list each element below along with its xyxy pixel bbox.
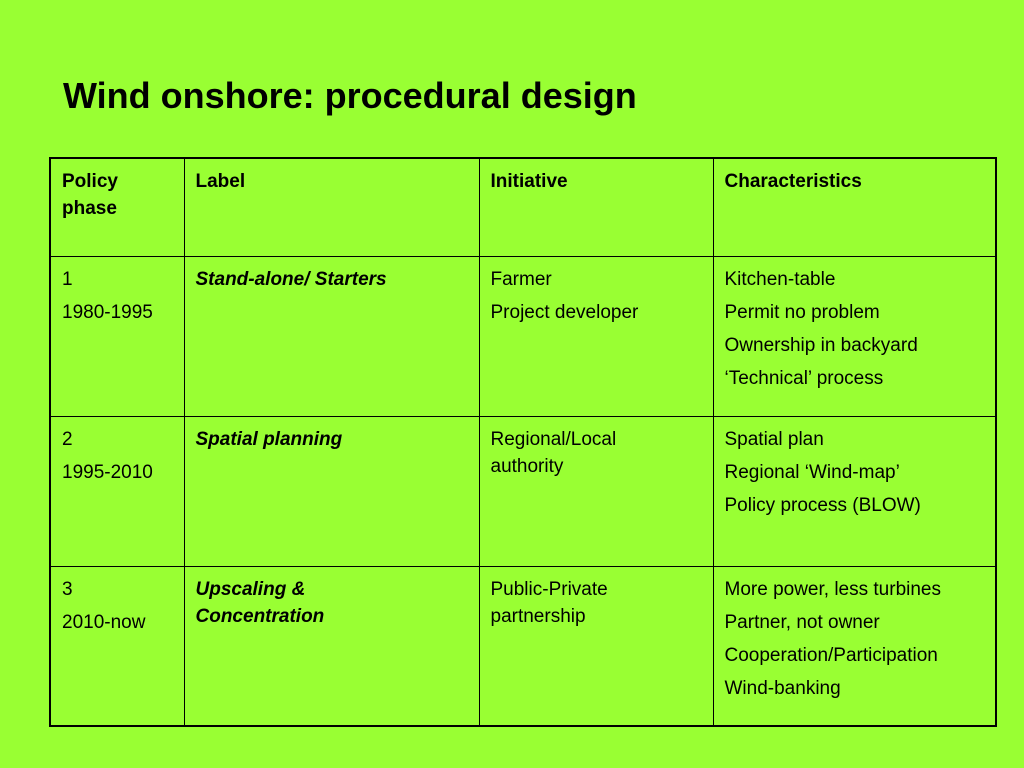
characteristic-item: ‘Technical’ process: [724, 368, 884, 389]
phase-cell: [50, 417, 184, 567]
characteristic-item: Policy process (BLOW): [724, 495, 921, 516]
characteristics-cell: [713, 567, 996, 727]
initiative-item: Project developer: [490, 302, 639, 323]
phase-label: Spatial planning: [195, 429, 343, 450]
initiative-item: Public-Private partnership: [490, 579, 608, 627]
phase-number: 1: [62, 269, 73, 290]
phase-label: Upscaling & Concentration: [195, 579, 325, 627]
label-cell: [184, 417, 479, 567]
initiative-cell: [479, 257, 713, 417]
table-row: [50, 417, 996, 567]
header-characteristics: Characteristics: [713, 158, 996, 257]
characteristic-item: More power, less turbines: [724, 579, 941, 600]
table-row: [50, 567, 996, 727]
header-initiative: Initiative: [479, 158, 713, 257]
characteristic-item: Cooperation/Participation: [724, 645, 938, 666]
table-header-row: [50, 158, 996, 257]
characteristic-item: Regional ‘Wind-map’: [724, 462, 900, 483]
phase-period: 1980-1995: [62, 302, 153, 323]
characteristic-item: Wind-banking: [724, 678, 841, 699]
initiative-cell: [479, 417, 713, 567]
phase-period: 2010-now: [62, 612, 146, 633]
slide-title: Wind onshore: procedural design: [63, 75, 637, 116]
phase-number: 2: [62, 429, 73, 450]
characteristic-item: Partner, not owner: [724, 612, 880, 633]
phase-number: 3: [62, 579, 73, 600]
procedural-design-table: [49, 157, 997, 727]
phase-label: Stand-alone/ Starters: [195, 269, 387, 290]
initiative-item: Regional/Local authority: [490, 429, 617, 477]
characteristic-item: Spatial plan: [724, 429, 824, 450]
phase-cell: [50, 567, 184, 727]
header-label: Label: [184, 158, 479, 257]
label-cell: [184, 257, 479, 417]
phase-period: 1995-2010: [62, 462, 153, 483]
characteristics-cell: [713, 257, 996, 417]
initiative-cell: [479, 567, 713, 727]
table-row: [50, 257, 996, 417]
label-cell: [184, 567, 479, 727]
characteristic-item: Permit no problem: [724, 302, 880, 323]
initiative-item: Farmer: [490, 269, 552, 290]
phase-cell: [50, 257, 184, 417]
characteristics-cell: [713, 417, 996, 567]
characteristic-item: Ownership in backyard: [724, 335, 918, 356]
header-policy-phase: Policy phase: [50, 158, 184, 257]
characteristic-item: Kitchen-table: [724, 269, 836, 290]
